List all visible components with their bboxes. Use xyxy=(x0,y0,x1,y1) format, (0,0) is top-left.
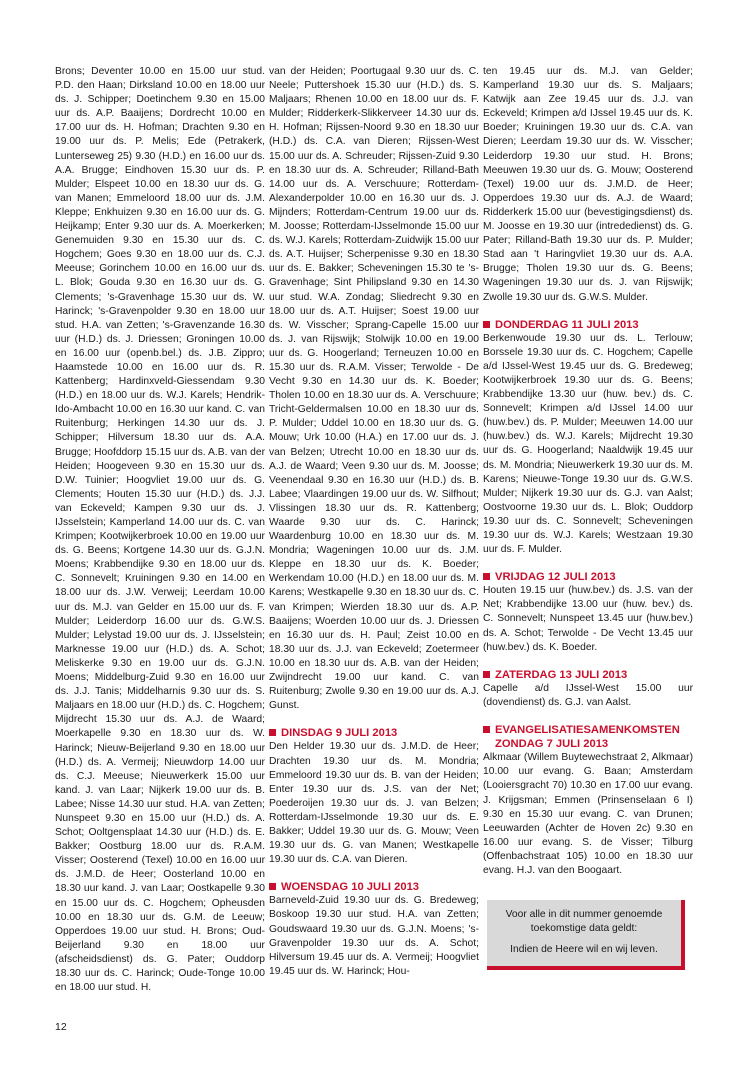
square-bullet-icon xyxy=(483,671,490,678)
service-listing: ten 19.45 uur ds. M.J. van Gelder; Kamperland 19.30 uur ds. S. Maljaars; Katwijk aan Zee 19.45 uur ds. J.J. van Eckeveld; Krimpen a/d IJssel 19.45 uur ds. K. Boeder; Kruiningen 19.30 uur ds. C.A. van Dieren; Leerdam 19.30 uur ds. W. Visscher; Leiderdorp 19.30 uur stud. H. Brons; Meeuwen 19.30 uur ds. G. Mouw; Oosterend (Texel) 19.00 uur ds. J.M.D. de Heer; Opperdoes 19.30 uur ds. A.J. de Waard; Ridderkerk 15.00 uur (bevestigingsdienst) ds. M. Joosse en 19.30 uur (intrededienst) ds. G. Pater; Rilland-Bath 19.30 uur ds. P. Mulder; Stad aan 't Haringvliet 19.30 uur ds. A.A. Brugge; Tholen 19.30 uur ds. G. Beens; Wageningen 19.30 uur ds. J. van Rijswijk; Zwolle 19.30 uur ds. G.W.S. Mulder. xyxy=(483,66,693,303)
schedule-section xyxy=(483,723,693,878)
column-2 xyxy=(269,65,479,979)
square-bullet-icon xyxy=(483,321,490,328)
section-heading xyxy=(483,318,693,332)
schedule-section xyxy=(269,726,479,867)
column-3 xyxy=(483,65,693,970)
schedule-continuation xyxy=(269,65,479,713)
schedule-section xyxy=(483,318,693,558)
service-listing: Berkenwoude 19.30 uur ds. L. Terlouw; Borssele 19.30 uur ds. C. Hogchem; Capelle a/d IJssel-West 19.45 uur ds. G. Bredeweg; Kootwijkerbroek 19.30 uur ds. G. Beens; Krabbendijke 13.30 uur (huw. bev.) ds. C. Sonnevelt; Krimpen a/d IJssel 14.00 uur (huw.bev.) ds. P. Mulder; Meeuwen 14.00 uur (huw.bev.) ds. W.J. Karels; Mijdrecht 19.30 uur ds. G. Hoogerland; Naaldwijk 19.45 uur ds. M. Mondria; Nieuwerkerk 19.30 uur ds. M. Karens; Nieuwe-Tonge 19.30 uur ds. G.W.S. Mulder; Nijkerk 19.30 uur ds. G.J. van Aalst; Oostvoorne 19.30 uur ds. L. Blok; Ouddorp 19.30 uur ds. C. Sonnevelt; Scheveningen 19.30 uur ds. W.J. Karels; Westzaan 19.30 uur ds. F. Mulder. xyxy=(483,332,693,556)
section-heading-text: WOENSDAG 10 JULI 2013 xyxy=(281,881,420,894)
section-heading-text: DINSDAG 9 JULI 2013 xyxy=(281,727,398,740)
square-bullet-icon xyxy=(483,573,490,580)
schedule-section xyxy=(483,570,693,655)
schedule-section xyxy=(483,668,693,710)
column-1 xyxy=(55,65,265,995)
section-heading xyxy=(269,880,479,894)
square-bullet-icon xyxy=(483,726,490,733)
page-number: 12 xyxy=(55,1021,67,1033)
section-heading-text: ZATERDAG 13 JULI 2013 xyxy=(495,668,628,681)
section-heading-text: EVANGELISATIESAMENKOMSTEN xyxy=(495,724,680,737)
schedule-continuation xyxy=(483,65,693,305)
square-bullet-icon xyxy=(269,883,276,890)
section-heading xyxy=(483,723,693,751)
section-heading-text: DONDERDAG 11 JULI 2013 xyxy=(495,318,639,331)
section-heading xyxy=(269,726,479,740)
service-listing: Den Helder 19.30 uur ds. J.M.D. de Heer; Drachten 19.30 uur ds. M. Mondria; Emmeloord 19.30 uur ds. B. van der Heiden; Enter 19.30 uur ds. J.S. van der Net; Poederoijen 19.30 uur ds. J. van Belzen; Rotterdam-IJsselmonde 19.30 uur ds. E. Bakker; Uddel 19.30 uur ds. G. Mouw; Veen 19.30 uur ds. G. van Manen; Westkapelle 19.30 uur ds. C.A. van Dieren. xyxy=(269,741,479,866)
service-listing: van der Heiden; Poortugaal 9.30 uur ds. C. Neele; Puttershoek 15.30 uur (H.D.) ds. S. Maljaars; Rhenen 10.00 en 18.00 uur ds. F. Mulder; Ridderkerk-Slikkerveer 14.30 uur ds. H. Hofman; Rijssen-Noord 9.30 en 18.30 uur (H.D.) ds. C.A. van Dieren; Rijssen-West 15.00 uur ds. A. Schreuder; Rijssen-Zuid 9.30 en 18.30 uur ds. A. Schreuder; Rilland-Bath 14.00 uur ds. A. Verschuure; Rotterdam-Alexanderpolder 10.00 en 16.30 uur ds. J. Mijnders; Rotterdam-Centrum 19.00 uur ds. M. Joosse; Rotterdam-IJsselmonde 15.00 uur ds. W.J. Karels; Rotterdam-Zuidwijk 15.00 uur ds. A.T. Huijser; Scherpenisse 9.30 en 18.30 uur ds. E. Bakker; Scheveningen 15.30 te 's-Gravenhage; Sint Philipsland 9.30 en 14.30 uur stud. W.A. Zondag; Sliedrecht 9.30 en 18.00 uur ds. A.T. Huijser; Soest 19.00 uur ds. W. Visscher; Sprang-Capelle 15.00 uur ds. J. van Rijswijk; Stolwijk 10.00 en 19.00 uur ds. G. Hoogerland; Terneuzen 10.00 en 15.30 uur ds. R.A.M. Visser; Terwolde - De Vecht 9.30 en 14.30 uur ds. K. Boeder; Tholen 10.00 en 18.30 uur ds. A. Verschuure; Tricht-Geldermalsen 10.00 en 18.30 uur ds. P. Mulder; Uddel 10.00 en 18.30 uur ds. G. Mouw; Urk 10.00 (H.A.) en 17.00 uur ds. J. van Belzen; Utrecht 10.00 en 18.30 uur ds. A.J. de Waard; Veen 9.30 uur ds. M. Joosse; Veenendaal 9.30 en 16.30 uur (H.D.) ds. B. Labee; Vlaardingen 19.00 uur ds. W. Silfhout; Vlissingen 18.30 uur ds. R. Kattenberg; Waarde 9.30 uur ds. C. Harinck; Waardenburg 10.00 en 18.30 uur ds. M. Mondria; Wageningen 10.00 uur ds. J.M. Kleppe en 18.30 uur ds. K. Boeder; Werkendam 10.00 (H.D.) en 18.00 uur ds. M. Karens; Westkapelle 9.30 en 18.30 uur ds. C. van Krimpen; Wierden 18.30 uur ds. A.P. Baaijens; Woerden 10.00 uur ds. J. Driessen en 16.30 uur ds. H. Paul; Zeist 10.00 en 18.30 uur ds. J.J. van Eckeveld; Zoetermeer 10.00 en 18.30 uur ds. A.B. van der Heiden; Zwijndrecht 19.00 uur kand. C. van Ruitenburg; Zwolle 9.30 en 19.00 uur ds. A.J. Gunst. xyxy=(269,66,479,712)
service-listing: Alkmaar (Willem Buytewechstraat 2, Alkmaar) 10.00 uur evang. G. Baan; Amsterdam (Looiersgracht 70) 10.30 en 17.00 uur evang. J. Krijgsman; Emmen (Prinsenselaan 6 I) 9.30 en 15.30 uur evang. C. van Drunen; Leeuwarden (Achter de Hoven 2c) 9.30 en 16.00 uur evang. S. de Visser; Tilburg (Offenbachstraat 105) 10.00 en 18.30 uur evang. H.J. van den Boogaart. xyxy=(483,752,693,876)
service-listing: Barneveld-Zuid 19.30 uur ds. G. Bredeweg; Boskoop 19.30 uur stud. H.A. van Zetten; Goudswaard 19.30 uur ds. G.J.N. Moens; 's-Gravenpolder 19.30 uur ds. A. Schot; Hilversum 19.45 uur ds. A. Vermeij; Hoogvliet 19.45 uur ds. W. Harinck; Hou- xyxy=(269,895,479,977)
notice-line-2: toekomstige data geldt: xyxy=(530,923,638,935)
notice-box xyxy=(487,900,685,970)
notice-line-1: Voor alle in dit nummer genoemde xyxy=(505,909,663,921)
section-heading-text: VRIJDAG 12 JULI 2013 xyxy=(495,571,616,584)
section-heading xyxy=(483,668,693,682)
section-heading xyxy=(483,570,693,584)
square-bullet-icon xyxy=(269,729,276,736)
section-heading-text: ZONDAG 7 JULI 2013 xyxy=(495,738,609,751)
service-listing: Brons; Deventer 10.00 en 15.00 uur stud. P.D. den Haan; Dirksland 10.00 en 18.00 uur ds. J. Schipper; Doetinchem 9.30 en 15.00 uur ds. A.P. Baaijens; Dordrecht 10.00 en 17.00 uur ds. H. Hofman; Drachten 9.30 en 19.00 uur ds. P. Melis; Ede (Petrakerk, Lunterseweg 25) 9.30 (H.D.) en 16.00 uur ds. A.A. Brugge; Eindhoven 15.30 uur ds. P. Mulder; Elspeet 10.00 en 18.30 uur ds. G. van Manen; Emmeloord 18.00 uur ds. J.M. Kleppe; Enkhuizen 9.30 en 16.00 uur ds. G. Heijkamp; Enter 9.30 uur ds. A. Moerkerken; Genemuiden 9.30 en 15.30 uur ds. C. Hogchem; Goes 9.30 en 18.00 uur ds. C.J. Meeuse; Gorinchem 10.00 en 16.00 uur ds. L. Blok; Gouda 9.30 en 16.30 uur ds. G. Clements; 's-Gravenhage 15.30 uur ds. W. Harinck; 's-Gravenpolder 9.30 en 18.00 uur stud. H.A. van Zetten; 's-Gravenzande 16.30 uur (H.D.) ds. J. Driessen; Groningen 10.00 en 16.00 uur (openb.bel.) ds. J.B. Zippro; Haamstede 10.00 en 16.00 uur ds. R. Kattenberg; Hardinxveld-Giessendam 9.30 (H.D.) en 18.00 uur ds. W.J. Karels; Hendrik-Ido-Ambacht 10.00 en 16.30 uur kand. C. van Ruitenburg; Herkingen 14.30 uur ds. J. Schipper; Hilversum 18.30 uur ds. A.A. Brugge; Hoofddorp 15.15 uur ds. A.B. van der Heiden; Hoogeveen 9.30 en 15.30 uur ds. D.W. Tuinier; Hoogvliet 19.00 uur ds. G. Clements; Houten 15.30 uur (H.D.) ds. J.J. van Eckeveld; Kampen 9.30 uur ds. J. IJsselstein; Kamperland 14.00 uur ds. C. van Krimpen; Kootwijkerbroek 10.00 en 19.00 uur ds. G. Beens; Kortgene 14.30 uur ds. G.J.N. Moens; Krabbendijke 9.30 en 18.00 uur ds. C. Sonnevelt; Kruiningen 9.30 en 14.00 en 18.00 uur ds. J.W. Verweij; Leerdam 10.00 uur ds. M.J. van Gelder en 15.00 uur ds. F. Mulder; Leiderdorp 16.00 uur ds. G.W.S. Mulder; Lelystad 19.00 uur ds. J. IJsselstein; Marknesse 19.00 uur (H.D.) ds. A. Schot; Meliskerke 9.30 en 19.00 uur ds. G.J.N. Moens; Middelburg-Zuid 9.30 en 16.00 uur ds. J.J. Tanis; Middelharnis 9.30 uur ds. S. Maljaars en 18.00 uur (H.D.) ds. C. Hogchem; Mijdrecht 15.30 uur ds. A.J. de Waard; Moerkapelle 9.30 en 18.30 uur ds. W. Harinck; Nieuw-Beijerland 9.30 en 18.00 uur (H.D.) ds. A. Vermeij; Nieuwdorp 14.00 uur ds. C.J. Meeuse; Nieuwerkerk 15.00 uur kand. J. van Laar; Nijkerk 19.00 uur ds. B. Labee; Nisse 14.30 uur stud. H.A. van Zetten; Nunspeet 9.30 en 15.00 uur (H.D.) ds. A. Schot; Ooltgensplaat 14.30 uur (H.D.) ds. E. Bakker; Oostburg 18.00 uur ds. R.A.M. Visser; Oosterend (Texel) 10.00 en 16.00 uur ds. J.M.D. de Heer; Oosterland 10.00 en 18.30 uur kand. J. van Laar; Oostkapelle 9.30 en 15.00 uur ds. C. Hogchem; Opheusden 10.00 en 18.30 uur ds. G.M. de Leeuw; Opperdoes 19.00 uur stud. H. Brons; Oud-Beijerland 9.30 en 18.00 uur (afscheidsdienst) ds. G. Pater; Ouddorp 18.30 uur ds. C. Harinck; Oude-Tonge 10.00 en 18.00 uur stud. H. xyxy=(55,66,265,994)
schedule-continuation xyxy=(55,65,265,995)
service-listing: Capelle a/d IJssel-West 15.00 uur (dovendienst) ds. G.J. van Aalst. xyxy=(483,682,693,708)
service-listing: Houten 19.15 uur (huw.bev.) ds. J.S. van der Net; Krabbendijke 13.00 uur (huw. bev.) ds. C. Sonnevelt; Nunspeet 13.45 uur (huw.bev.) ds. A. Schot; Terwolde - De Vecht 13.45 uur (huw.bev.) ds. K. Boeder. xyxy=(483,585,693,653)
schedule-section xyxy=(269,880,479,979)
notice-line-3: Indien de Heere wil en wij leven. xyxy=(510,944,658,956)
